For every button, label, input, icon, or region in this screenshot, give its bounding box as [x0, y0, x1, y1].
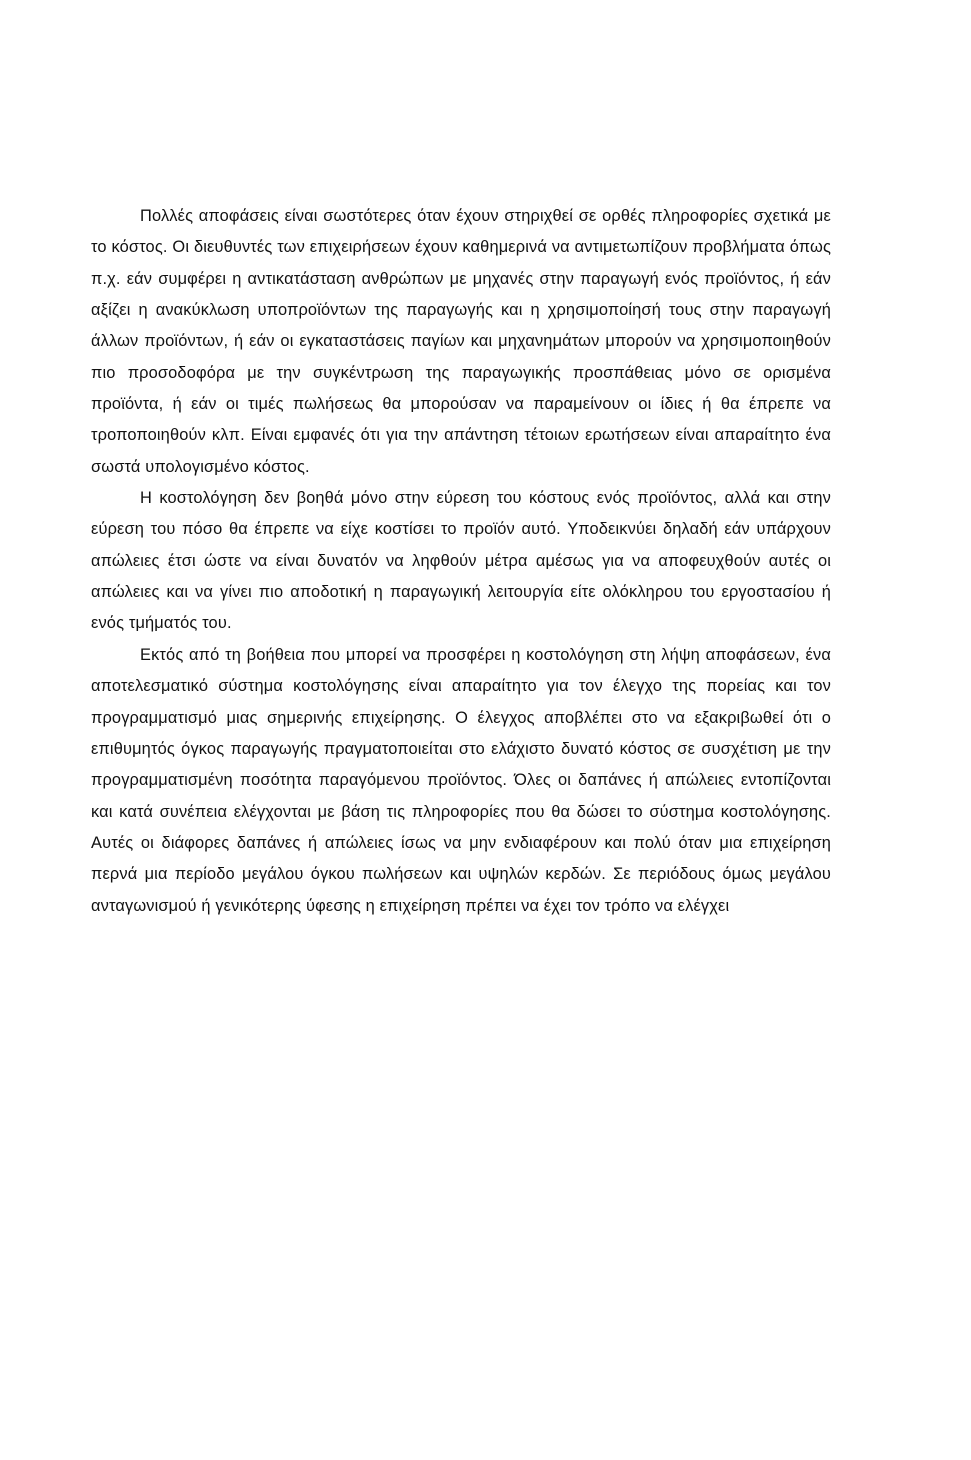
paragraph-cost-decisions: Πολλές αποφάσεις είναι σωστότερες όταν έχουν στηριχθεί σε ορθές πληροφορίες σχετικά με το κόστος. Οι διευθυντές των επιχειρήσεων έχουν καθημερινά να αντιμετωπίζουν προβλήματα όπως π.χ. εάν συμφέρει η αντικατάσταση ανθρώπων με μηχανές στην παραγωγή ενός προϊόντος, ή εάν αξίζει η ανακύκλωση υποπροϊόντων της παραγωγής και η χρησιμοποίησή τους στην παραγωγή άλλων προϊόντων, ή εάν οι εγκαταστάσεις παγίων και μηχανημάτων μπορούν να χρησιμοποιηθούν πιο προσοδοφόρα με την συγκέντρωση της παραγωγικής προσπάθειας μόνο σε ορισμένα προϊόντα, ή εάν οι τιμές πωλήσεως θα μπορούσαν να παραμείνουν οι ίδιες ή θα έπρεπε να τροποποιηθούν κλπ. Είναι εμφανές ότι για την απάντηση τέτοιων ερωτήσεων είναι απαραίτητο ένα σωστά υπολογισμένο κόστος. — [91, 207, 831, 476]
paragraph-control-planning: Εκτός από τη βοήθεια που μπορεί να προσφέρει η κοστολόγηση στη λήψη αποφάσεων, ένα αποτελεσματικό σύστημα κοστολόγησης είναι απαραίτητο για τον έλεγχο της πορείας και τον προγραμματισμό μιας σημερινής επιχείρησης. Ο έλεγχος αποβλέπει στο να εξακριβωθεί ότι ο επιθυμητός όγκος παραγωγής πραγματοποιείται στο ελάχιστο δυνατό κόστος σε συσχέτιση με την προγραμματισμένη ποσότητα παραγόμενου προϊόντος. Όλες οι δαπάνες ή απώλειες εντοπίζονται και κατά συνέπεια ελέγχονται με βάση τις πληροφορίες που θα δώσει το σύστημα κοστολόγησης. Αυτές οι διάφορες δαπάνες ή απώλειες ίσως να μην ενδιαφέρουν και πολύ όταν μια επιχείρηση περνά μια περίοδο μεγάλου όγκου πωλήσεων και υψηλών κερδών. Σε περιόδους όμως μεγάλου ανταγωνισμού ή γενικότερης ύφεσης η επιχείρηση πρέπει να έχει τον τρόπο να ελέγχει — [91, 645, 831, 915]
paragraph-costing-losses: Η κοστολόγηση δεν βοηθά μόνο στην εύρεση του κόστους ενός προϊόντος, αλλά και στην εύρεση του πόσο θα έπρεπε να είχε κοστίσει το προϊόν αυτό. Υποδεικνύει δηλαδή εάν υπάρχουν απώλειες έτσι ώστε να είναι δυνατόν να ληφθούν μέτρα αμέσως για να αποφευχθούν αυτές οι απώλειες και να γίνει πιο αποδοτική η παραγωγική λειτουργία είτε ολόκληρου του εργοστασίου ή ενός τμήματός του. — [91, 489, 831, 633]
document-page — [91, 201, 831, 922]
